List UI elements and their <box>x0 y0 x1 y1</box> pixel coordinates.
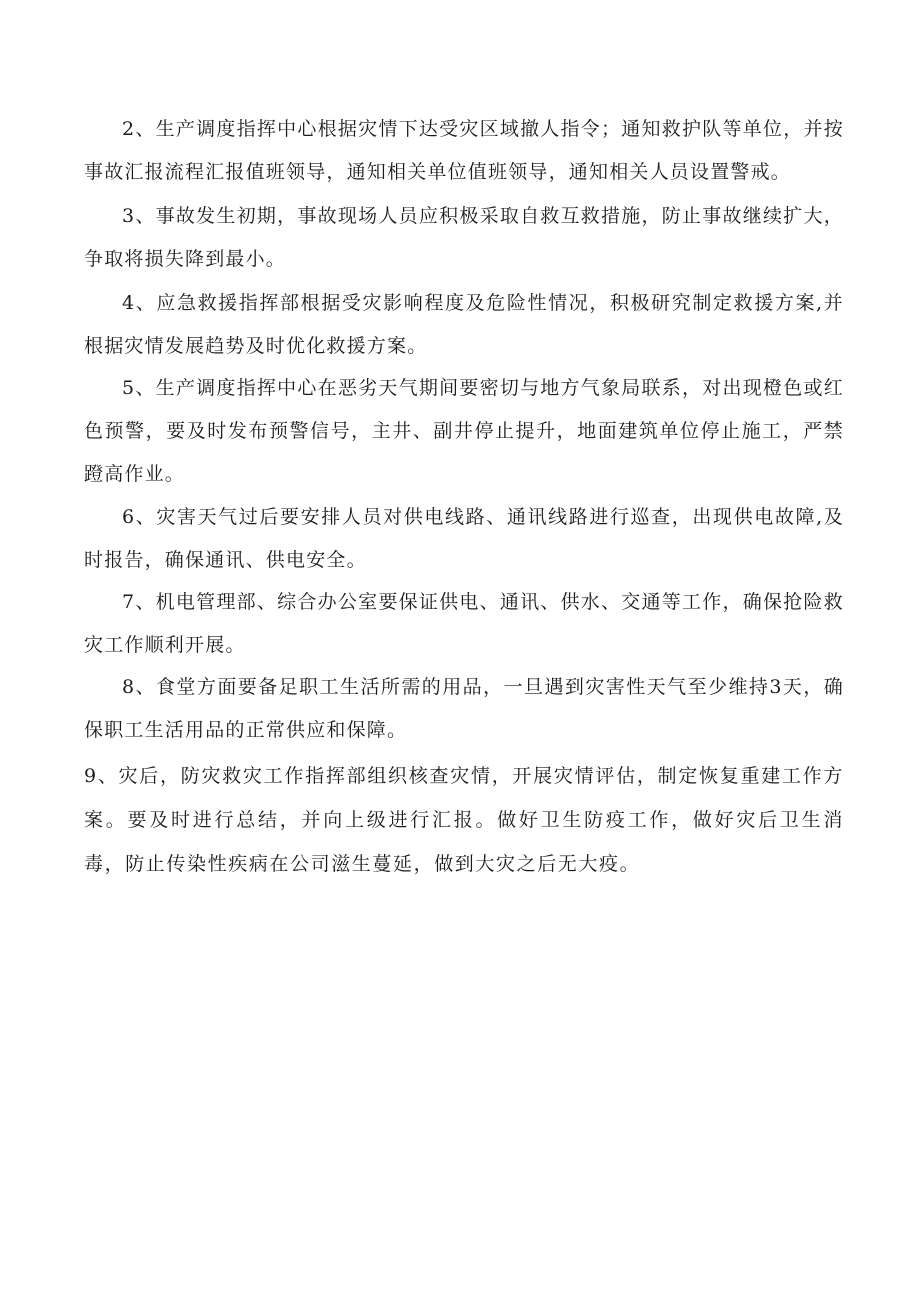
paragraph-item-7: 7、机电管理部、综合办公室要保证供电、通讯、供水、交通等工作，确保抢险救灾工作顺利开展。 <box>84 591 844 656</box>
paragraph-item-9: 9、灾后，防灾救灾工作指挥部组织核查灾情，开展灾情评估，制定恢复重建工作方案。要及时进行总结，并向上级进行汇报。做好卫生防疫工作，做好灾后卫生消毒，防止传染性疾病在公司滋生蔓延，做到大灾之后无大疫。 <box>84 765 844 875</box>
paragraph-item-4: 4、应急救援指挥部根据受灾影响程度及危险性情况，积极研究制定救援方案,并根据灾情发展趋势及时优化救援方案。 <box>84 292 844 357</box>
paragraph-item-3: 3、事故发生初期，事故现场人员应积极采取自救互救措施，防止事故继续扩大，争取将损失降到最小。 <box>84 205 844 270</box>
paragraph-item-8: 8、食堂方面要备足职工生活所需的用品，一旦遇到灾害性天气至少维持3天，确保职工生活用品的正常供应和保障。 <box>84 676 844 741</box>
paragraph-item-2: 2、生产调度指挥中心根据灾情下达受灾区域撤人指令；通知救护队等单位，并按事故汇报流程汇报值班领导，通知相关单位值班领导，通知相关人员设置警戒。 <box>84 118 844 183</box>
paragraph-item-5: 5、生产调度指挥中心在恶劣天气期间要密切与地方气象局联系，对出现橙色或红色预警，要及时发布预警信号，主井、副井停止提升，地面建筑单位停止施工，严禁蹬高作业。 <box>84 377 844 485</box>
paragraph-item-6: 6、灾害天气过后要安排人员对供电线路、通讯线路进行巡查，出现供电故障,及时报告，确保通讯、供电安全。 <box>84 506 844 571</box>
